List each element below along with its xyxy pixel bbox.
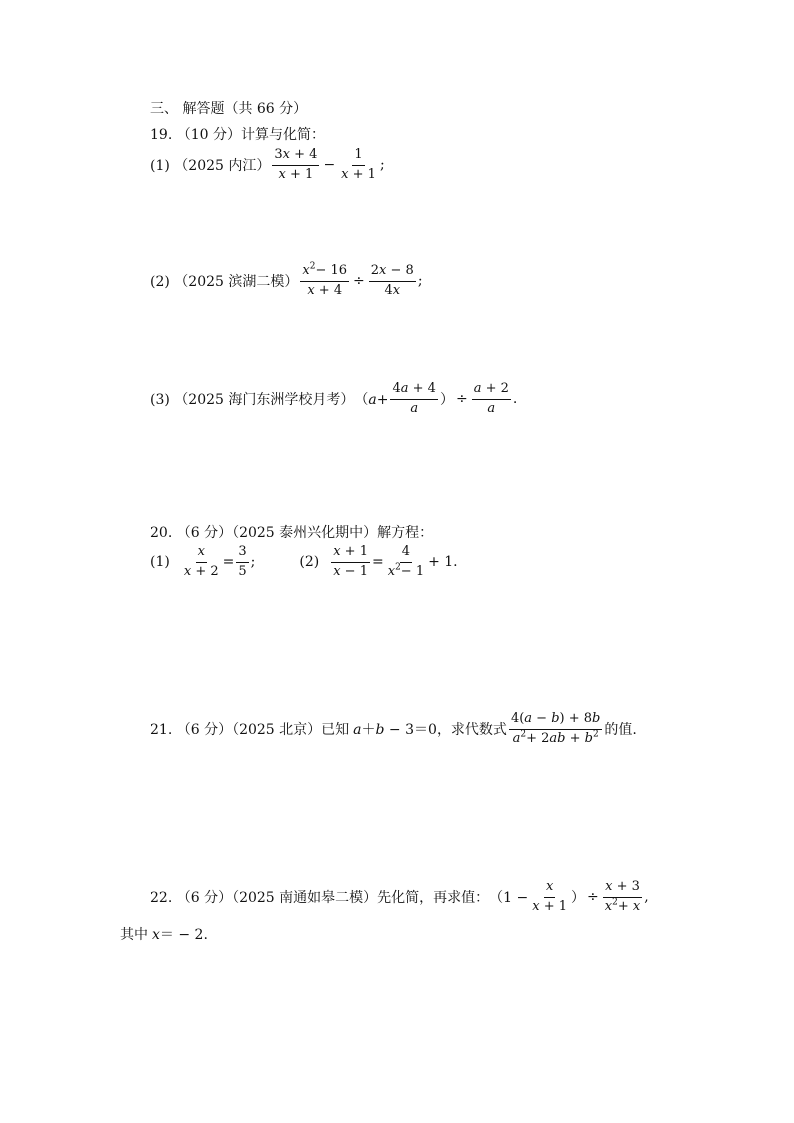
fraction: $\frac{1}{x + 1}$ <box>341 147 376 182</box>
q20-part2-label: (2) <box>299 554 320 571</box>
section-header <box>150 98 307 118</box>
q21: 21. （6 分）（2025 北京）已知 a＋b − 3＝0 ，求代数式 $\frac{4(a - b) + 8b}{a^2+ 2ab + b^2}$ 的值. <box>150 711 637 746</box>
q19-part1-label: (1) （2025 内江） <box>150 158 271 175</box>
fraction: $\frac{4a + 4}{a}$ <box>392 381 436 416</box>
fraction: $\frac{2x - 8}{4x}$ <box>370 263 414 298</box>
q20-parts: (1) $\frac{x}{x + 2}$ = $\frac{3}{5}$ ; (2) $\frac{x + 1}{x - 1}$ = $\frac{4}{x^2- 1}$ + 1. <box>150 544 458 579</box>
q21-text: 21. （6 分）（2025 北京）已知 <box>150 722 350 739</box>
fraction: $\frac{x}{x + 1}$ <box>532 879 568 914</box>
section-title: 三、 解答题（共 66 分） <box>150 101 308 117</box>
q19-part1: (1) （2025 内江） $\frac{3x + 4}{x + 1}$ − $\frac{1}{x + 1}$ ; <box>150 147 385 182</box>
q22-text: 22. （6 分）（2025 南通如皋二模）先化简，再求值： <box>150 890 490 907</box>
q19-part3: (3) （2025 海门东洲学校月考） （a+ $\frac{4a + 4}{a}$ ） ÷ $\frac{a + 2}{a}$ . <box>150 381 518 416</box>
q20-title: 20. （6 分）（2025 泰州兴化期中）解方程： <box>150 525 434 541</box>
fraction: $\frac{x^2- 16}{x + 4}$ <box>302 261 348 298</box>
q19-title: 19. （10 分）计算与化简： <box>150 127 325 143</box>
fraction: $\frac{4}{x^2- 1}$ <box>387 544 425 579</box>
fraction: $\frac{a + 2}{a}$ <box>473 381 509 416</box>
q19-part2: (2) （2025 滨湖二模） $\frac{x^2- 16}{x + 4}$ ÷ $\frac{2x - 8}{4x}$ ; <box>150 261 423 298</box>
q20-part1-label: (1) <box>150 554 170 571</box>
fraction: $\frac{x}{x + 2}$ <box>183 544 219 579</box>
q20-header <box>150 522 433 542</box>
fraction: $\frac{4(a - b) + 8b}{a^2+ 2ab + b^2}$ <box>510 711 601 746</box>
fraction: $\frac{x + 3}{x^2+ x}$ <box>604 879 641 914</box>
fraction: $\frac{3}{5}$ <box>238 544 247 579</box>
fraction: $\frac{x + 1}{x - 1}$ <box>333 544 368 579</box>
q22-line2: 其中 x＝ − 2. <box>120 927 208 943</box>
q22-line1: 22. （6 分）（2025 南通如皋二模）先化简，再求值： （1 − $\frac{x}{x + 1}$ ） ÷ $\frac{x + 3}{x^2+ x}$ , <box>150 879 649 914</box>
q19-part3-label: (3) （2025 海门东洲学校月考） <box>150 392 355 409</box>
fraction: $\frac{3x + 4}{x + 1}$ <box>274 147 318 182</box>
q19-header <box>150 124 325 144</box>
q19-part2-label: (2) （2025 滨湖二模） <box>150 274 299 291</box>
